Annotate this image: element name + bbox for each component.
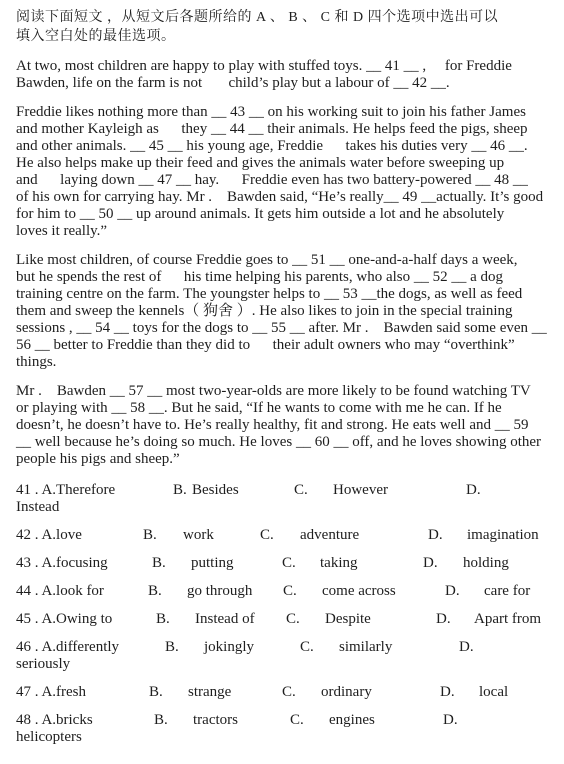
option-b-letter: B. bbox=[152, 555, 166, 571]
question-number: 47 . bbox=[16, 684, 39, 700]
passage-line: and mother Kayleigh as they __ 44 __ their animals. He helps feed the pigs, sheep bbox=[16, 121, 528, 137]
question-47 bbox=[16, 684, 556, 701]
option-c-letter: C. bbox=[290, 712, 304, 728]
option-d-letter: D. bbox=[423, 555, 438, 571]
question-options-row bbox=[16, 583, 556, 600]
option-b-letter: B. bbox=[165, 639, 179, 655]
question-options-row bbox=[16, 482, 556, 499]
passage-line: for him to __ 50 __ up around animals. It gets him outside a lot and he absolutely bbox=[16, 206, 505, 222]
option-d-letter: D. bbox=[443, 712, 458, 728]
option-c-letter: C. bbox=[260, 527, 274, 543]
passage-paragraph-4 bbox=[16, 383, 556, 468]
question-number: 48 . bbox=[16, 712, 39, 728]
question-number: 41 . bbox=[16, 482, 39, 498]
option-c-letter: C. bbox=[286, 611, 300, 627]
option-d-text: seriously bbox=[16, 656, 71, 672]
option-c-text: Despite bbox=[325, 611, 371, 627]
question-42 bbox=[16, 527, 556, 544]
question-44 bbox=[16, 583, 556, 600]
option-b-letter: B. bbox=[154, 712, 168, 728]
passage-line: __ well because he’s doing so much. He loves __ 60 __ off, and he loves showing other bbox=[16, 434, 542, 450]
passage-paragraph-3 bbox=[16, 252, 556, 371]
option-b-text: Besides bbox=[192, 482, 239, 498]
passage-line: 56 __ better to Freddie than they did to their adult owners who may “overthink” bbox=[16, 337, 515, 353]
question-options-row bbox=[16, 639, 556, 656]
option-c-text: similarly bbox=[339, 639, 393, 655]
passage-line: Like most children, of course Freddie goes to __ 51 __ one-and-a-half days a week, bbox=[16, 252, 518, 268]
option-b-letter: B. bbox=[148, 583, 162, 599]
question-number: 46 . bbox=[16, 639, 39, 655]
option-d-letter: D. bbox=[459, 639, 474, 655]
passage-line: but he spends the rest of his time helping his parents, who also __ 52 __ a dog bbox=[16, 269, 504, 285]
passage-line: of his own for carrying hay. Mr . Bawden said, “He’s really__ 49 __actually. It’s good bbox=[16, 189, 544, 205]
question-46 bbox=[16, 639, 556, 673]
option-a: A.differently bbox=[41, 639, 120, 655]
option-c-letter: C. bbox=[300, 639, 314, 655]
option-b-letter: B. bbox=[149, 684, 163, 700]
question-options-wrap bbox=[16, 656, 556, 673]
question-options-row bbox=[16, 527, 556, 544]
option-d-letter: D. bbox=[445, 583, 460, 599]
question-number: 43 . bbox=[16, 555, 39, 571]
passage-line: them and sweep the kennels（ 狗舍 ）. He also likes to join in the special training bbox=[16, 303, 513, 319]
option-d-text: Instead bbox=[16, 499, 60, 515]
question-options-row bbox=[16, 611, 556, 628]
question-options-wrap bbox=[16, 499, 556, 516]
answer-options bbox=[16, 482, 556, 746]
passage-line: sessions , __ 54 __ toys for the dogs to __ 55 __ after. Mr . Bawden said some even __ bbox=[16, 320, 547, 336]
option-c-text: However bbox=[333, 482, 388, 498]
option-b-text: go through bbox=[187, 583, 253, 599]
question-number: 42 . bbox=[16, 527, 39, 543]
passage-line: and laying down __ 47 __ hay. Freddie even has two battery-powered __ 48 __ bbox=[16, 172, 528, 188]
option-b-letter: B. bbox=[173, 482, 187, 498]
document-content bbox=[16, 8, 556, 746]
option-b-letter: B. bbox=[143, 527, 157, 543]
question-options-row bbox=[16, 555, 556, 572]
option-d-text: Apart from bbox=[474, 611, 542, 627]
option-d-letter: D. bbox=[440, 684, 455, 700]
question-options-wrap bbox=[16, 729, 556, 746]
passage-line: doesn’t, he doesn’t have to. He’s really healthy, fit and strong. He eats well and __ 59 bbox=[16, 417, 529, 433]
question-48 bbox=[16, 712, 556, 746]
option-a: A.fresh bbox=[41, 684, 87, 700]
option-b-text: tractors bbox=[193, 712, 238, 728]
passage-line: Bawden, life on the farm is not child’s play but a labour of __ 42 __. bbox=[16, 75, 450, 91]
option-c-text: taking bbox=[320, 555, 358, 571]
instructions-line: 阅读下面短文 ，从短文后各题所给的 A 、 B 、 C 和 D 四个选项中选出可以 bbox=[16, 10, 499, 25]
instructions-line: 填入空白处的最佳选项。 bbox=[16, 29, 176, 44]
option-c-text: come across bbox=[322, 583, 396, 599]
option-c-text: ordinary bbox=[321, 684, 372, 700]
option-b-text: Instead of bbox=[195, 611, 255, 627]
option-c-text: adventure bbox=[300, 527, 360, 543]
passage-line: At two, most children are happy to play with stuffed toys. __ 41 __ , for Freddie bbox=[16, 58, 512, 74]
option-d-text: holding bbox=[463, 555, 509, 571]
option-a: A.Therefore bbox=[41, 482, 116, 498]
question-43 bbox=[16, 555, 556, 572]
option-b-letter: B. bbox=[156, 611, 170, 627]
option-d-letter: D. bbox=[428, 527, 443, 543]
passage-line: He also helps make up their feed and gives the animals water before sweeping up bbox=[16, 155, 505, 171]
passage-line: Mr . Bawden __ 57 __ most two-year-olds are more likely to be found watching TV bbox=[16, 383, 531, 399]
option-d-text: helicopters bbox=[16, 729, 82, 745]
option-c-letter: C. bbox=[294, 482, 308, 498]
question-number: 44 . bbox=[16, 583, 39, 599]
question-41 bbox=[16, 482, 556, 516]
option-b-text: work bbox=[183, 527, 214, 543]
passage-line: people his pigs and sheep.” bbox=[16, 451, 180, 467]
option-c-letter: C. bbox=[282, 555, 296, 571]
question-options-row bbox=[16, 684, 556, 701]
option-d-text: imagination bbox=[467, 527, 539, 543]
option-d-letter: D. bbox=[436, 611, 451, 627]
passage-line: and other animals. __ 45 __ his young age, Freddie takes his duties very __ 46 __. bbox=[16, 138, 528, 154]
question-options-row bbox=[16, 712, 556, 729]
option-a: A.love bbox=[41, 527, 82, 543]
question-45 bbox=[16, 611, 556, 628]
passage-line: Freddie likes nothing more than __ 43 __ on his working suit to join his father James bbox=[16, 104, 526, 120]
option-c-letter: C. bbox=[283, 583, 297, 599]
passage-line: or playing with __ 58 __. But he said, “If he wants to come with me he can. If he bbox=[16, 400, 502, 416]
passage-line: training centre on the farm. The youngster helps to __ 53 __the dogs, as well as feed bbox=[16, 286, 523, 302]
option-a: A.focusing bbox=[41, 555, 108, 571]
option-b-text: putting bbox=[191, 555, 234, 571]
option-d-text: care for bbox=[484, 583, 531, 599]
option-b-text: jokingly bbox=[204, 639, 255, 655]
option-a: A.look for bbox=[41, 583, 104, 599]
passage-paragraph-2 bbox=[16, 104, 556, 240]
option-d-letter: D. bbox=[466, 482, 481, 498]
question-number: 45 . bbox=[16, 611, 39, 627]
option-c-letter: C. bbox=[282, 684, 296, 700]
option-c-text: engines bbox=[329, 712, 375, 728]
passage-paragraph-1 bbox=[16, 58, 556, 92]
option-a: A.Owing to bbox=[41, 611, 113, 627]
option-a: A.bricks bbox=[41, 712, 93, 728]
instructions bbox=[16, 8, 556, 46]
option-b-text: strange bbox=[188, 684, 232, 700]
passage-line: loves it really.” bbox=[16, 223, 108, 239]
option-d-text: local bbox=[479, 684, 509, 700]
passage-line: things. bbox=[16, 354, 57, 370]
